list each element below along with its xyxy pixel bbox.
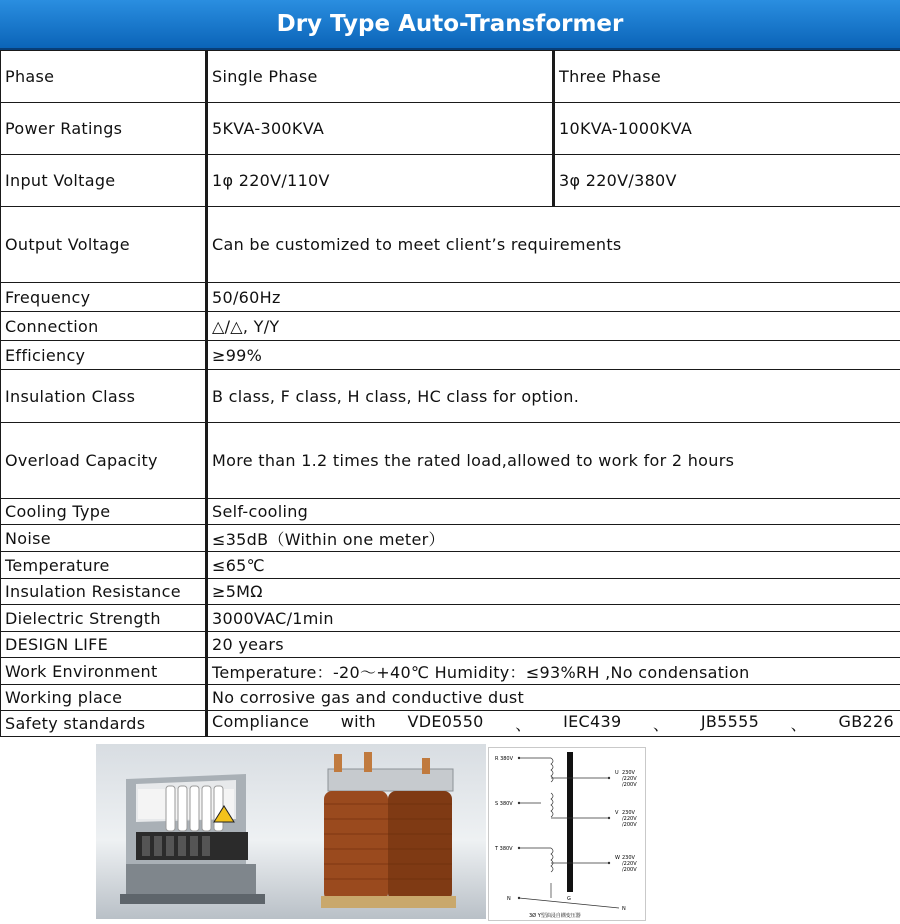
row-value: 50/60Hz (207, 283, 900, 312)
input-r-label: R 380V (495, 756, 514, 762)
row-value: ≤35dB（Within one meter） (207, 525, 900, 552)
spec-table (0, 50, 900, 737)
three-phase-cell: 10KVA-1000KVA (554, 103, 900, 155)
ground-label: G (567, 896, 571, 902)
safety-standards-line (212, 712, 896, 735)
safety-word: JB5555 (701, 712, 759, 735)
table-row (1, 525, 900, 552)
single-phase-cell: 1φ 220V/110V (207, 155, 554, 207)
input-n-label: N (507, 896, 511, 902)
row-label: Phase (1, 51, 207, 103)
row-label: Overload Capacity (1, 423, 207, 499)
table-row (1, 579, 900, 605)
table-title: Dry Type Auto-Transformer (0, 0, 900, 50)
table-row (1, 312, 900, 341)
row-label: Working place (1, 685, 207, 711)
safety-word: IEC439 (563, 712, 621, 735)
open-frame-transformer (120, 774, 265, 904)
input-s-label: S 380V (495, 801, 513, 807)
output-v-v3: /200V (622, 822, 637, 828)
row-label: Connection (1, 312, 207, 341)
table-row (1, 283, 900, 312)
safety-word: 、 (515, 712, 531, 735)
row-value: Can be customized to meet client’s requirements (207, 207, 900, 283)
table-row (1, 155, 900, 207)
wiring-diagram (488, 747, 646, 921)
row-label: Dielectric Strength (1, 605, 207, 632)
row-label: Insulation Class (1, 370, 207, 423)
row-label: DESIGN LIFE (1, 632, 207, 658)
table-row (1, 632, 900, 658)
row-label: Frequency (1, 283, 207, 312)
transformer-illustration (96, 744, 486, 919)
input-t-label: T 380V (494, 846, 513, 852)
safety-word: GB226 (839, 712, 894, 735)
row-value: △/△, Y/Y (207, 312, 900, 341)
table-row (1, 103, 900, 155)
table-row (1, 207, 900, 283)
row-value: ≤65℃ (207, 552, 900, 579)
safety-word: VDE0550 (407, 712, 483, 735)
safety-word: 、 (791, 712, 807, 735)
row-label: Power Ratings (1, 103, 207, 155)
product-photo (96, 744, 486, 919)
table-row (1, 499, 900, 525)
table-row (1, 552, 900, 579)
output-w-v1: 230V (622, 855, 636, 861)
output-v-v1: 230V (622, 810, 636, 816)
row-label: Noise (1, 525, 207, 552)
row-label: Output Voltage (1, 207, 207, 283)
row-value: 3000VAC/1min (207, 605, 900, 632)
output-u-label: U (615, 770, 619, 776)
row-label: Work Environment (1, 658, 207, 685)
row-label: Efficiency (1, 341, 207, 370)
row-value: ≥5MΩ (207, 579, 900, 605)
row-value: No corrosive gas and conductive dust (207, 685, 900, 711)
output-u-v2: /220V (622, 776, 637, 782)
output-n-label: N (622, 906, 626, 912)
diagram-caption: 3Ø Y型油浸自耦变压器 (529, 912, 581, 919)
table-row (1, 685, 900, 711)
table-row (1, 605, 900, 632)
single-phase-cell: 5KVA-300KVA (207, 103, 554, 155)
safety-word: Compliance (212, 712, 309, 735)
safety-word: with (341, 712, 376, 735)
table-row (1, 711, 900, 737)
output-w-v3: /200V (622, 867, 637, 873)
table-row (1, 658, 900, 685)
single-phase-cell: Single Phase (207, 51, 554, 103)
row-value: Temperature：-20～+40℃ Humidity：≤93%RH ,No condensation (207, 658, 900, 685)
row-value: 20 years (207, 632, 900, 658)
row-label: Cooling Type (1, 499, 207, 525)
row-value: B class, F class, H class, HC class for option. (207, 370, 900, 423)
row-label: Temperature (1, 552, 207, 579)
table-row (1, 51, 900, 103)
row-value (207, 711, 900, 737)
row-value: Self-cooling (207, 499, 900, 525)
output-w-label: W (615, 855, 620, 861)
row-value: ≥99% (207, 341, 900, 370)
output-u-v1: 230V (622, 770, 636, 776)
three-phase-cell: 3φ 220V/380V (554, 155, 900, 207)
table-row (1, 341, 900, 370)
three-phase-cell: Three Phase (554, 51, 900, 103)
output-u-v3: /200V (622, 782, 637, 788)
output-v-label: V (615, 810, 619, 816)
coil-transformer (321, 752, 456, 908)
schematic (489, 748, 645, 920)
row-label: Insulation Resistance (1, 579, 207, 605)
table-row (1, 423, 900, 499)
safety-word: 、 (653, 712, 669, 735)
table-row (1, 370, 900, 423)
row-label: Input Voltage (1, 155, 207, 207)
output-w-v2: /220V (622, 861, 637, 867)
output-v-v2: /220V (622, 816, 637, 822)
row-label: Safety standards (1, 711, 207, 737)
row-value: More than 1.2 times the rated load,allowed to work for 2 hours (207, 423, 900, 499)
